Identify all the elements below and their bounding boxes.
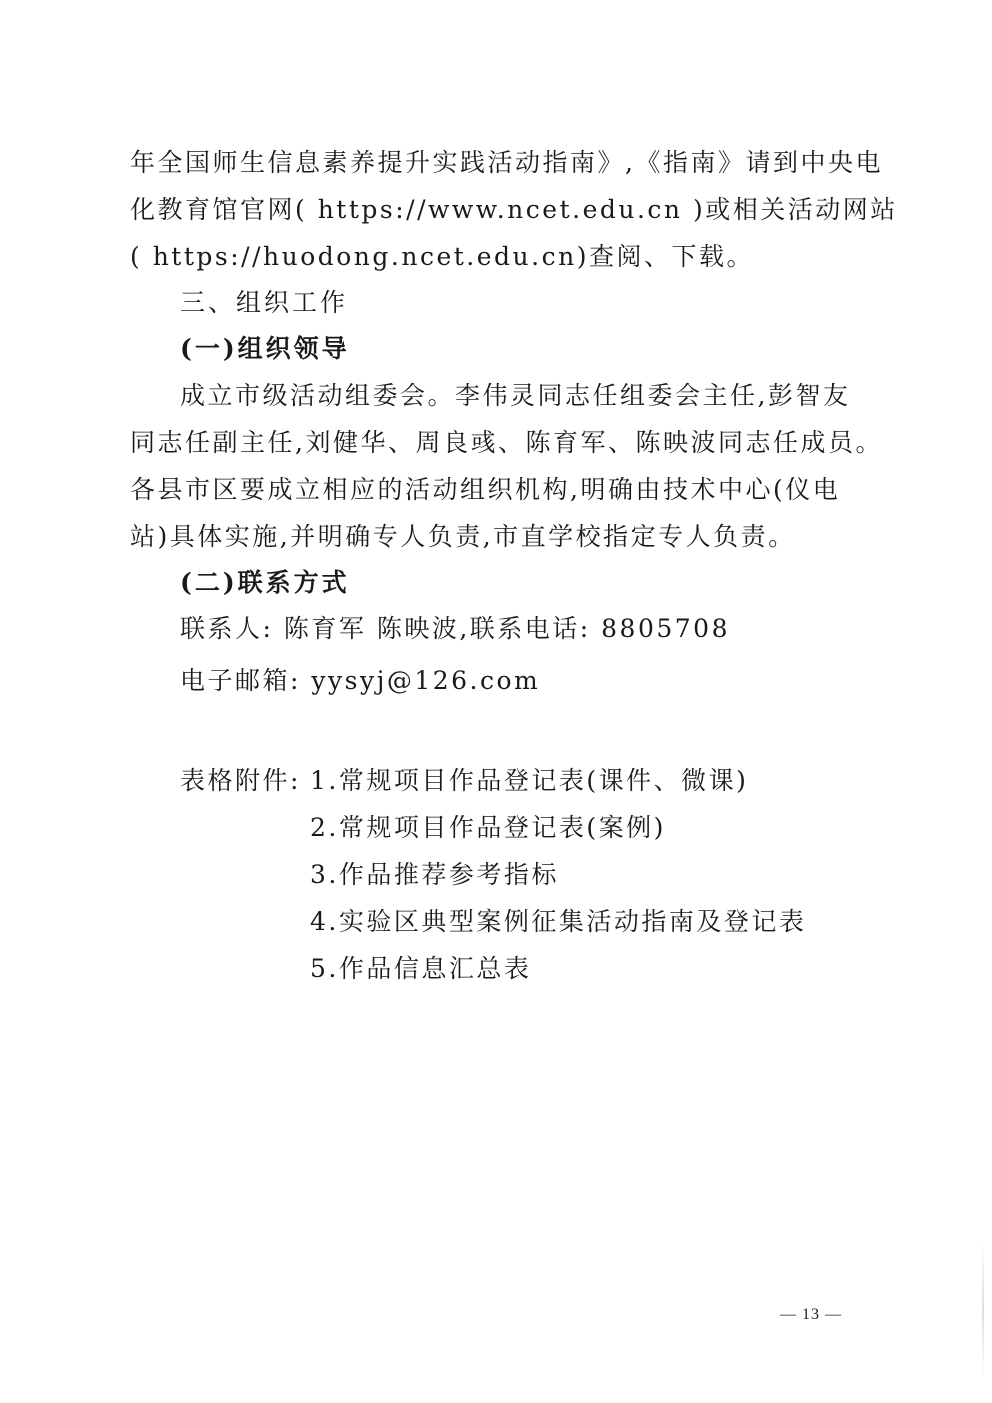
page-number: — 13 — — [780, 1306, 842, 1323]
attachment-item: 1.常规项目作品登记表(课件、微课) — [310, 766, 749, 795]
body-line: 同志任副主任,刘健华、周良彧、陈育军、陈映波同志任成员。 — [130, 428, 883, 457]
body-line: 年全国师生信息素养提升实践活动指南》,《指南》请到中央电 — [130, 148, 883, 177]
email-line: 电子邮箱: yysyj@126.com — [180, 666, 541, 695]
subsection-heading: (一)组织领导 — [180, 334, 350, 363]
contact-line: 联系人: 陈育军 陈映波,联系电话: 8805708 — [180, 614, 730, 643]
body-line: ( https://huodong.ncet.edu.cn)查阅、下载。 — [130, 242, 754, 271]
body-line: 成立市级活动组委会。李伟灵同志任组委会主任,彭智友 — [180, 381, 851, 410]
attachments-label: 表格附件: — [180, 766, 301, 795]
attachment-item: 4.实验区典型案例征集活动指南及登记表 — [310, 907, 807, 936]
scan-edge — [982, 1240, 984, 1380]
section-heading: 三、组织工作 — [180, 288, 349, 317]
body-line: 各县市区要成立相应的活动组织机构,明确由技术中心(仪电 — [130, 475, 841, 504]
attachment-item: 3.作品推荐参考指标 — [310, 860, 559, 889]
body-line: 化教育馆官网( https://www.ncet.edu.cn )或相关活动网站 — [130, 195, 898, 224]
attachment-item: 2.常规项目作品登记表(案例) — [310, 813, 666, 842]
subsection-heading: (二)联系方式 — [180, 568, 350, 597]
attachment-item: 5.作品信息汇总表 — [310, 954, 532, 983]
body-line: 站)具体实施,并明确专人负责,市直学校指定专人负责。 — [130, 522, 796, 551]
